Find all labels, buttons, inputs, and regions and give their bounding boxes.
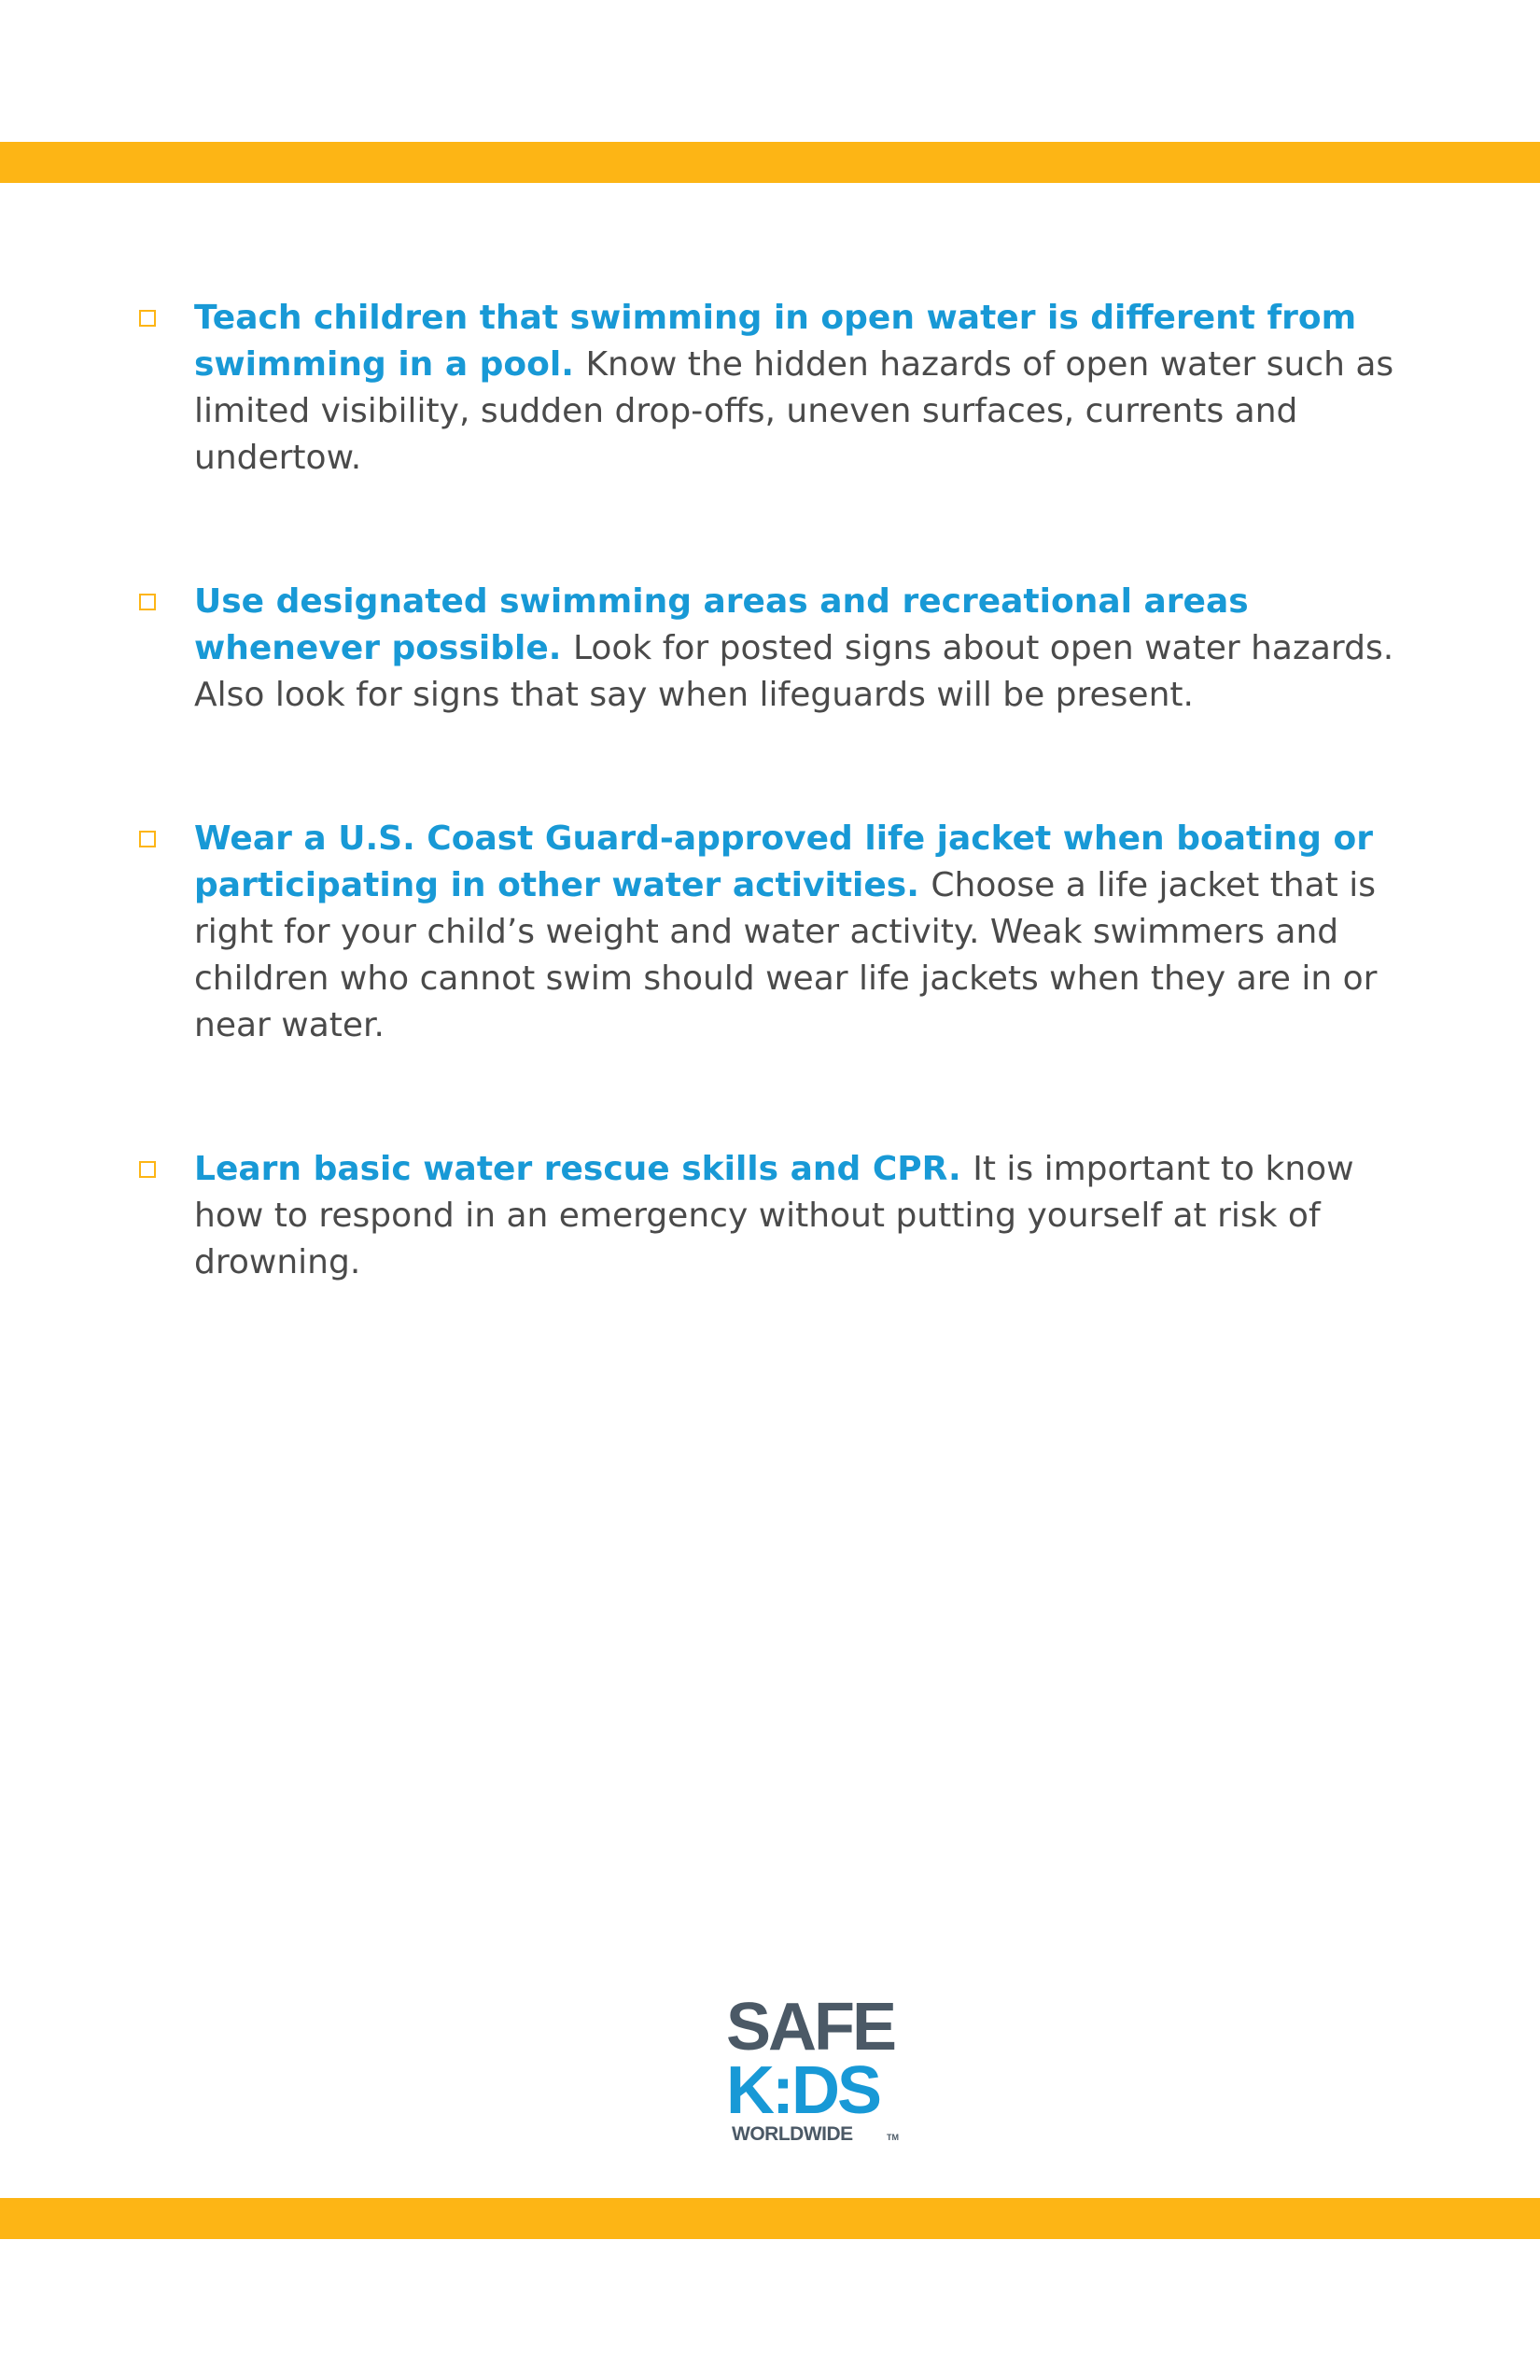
list-item (135, 816, 1405, 1049)
logo-line-safe: SAFE (726, 1990, 895, 2065)
tip-body: It is important to know how to respond in an emergency without putting yourself at risk of drowning. (194, 1150, 1354, 1281)
tip-heading: Learn basic water rescue skills and CPR. (194, 1150, 973, 1188)
checkbox-icon (139, 1161, 156, 1178)
bottom-accent-bar (0, 2198, 1540, 2239)
logo-trademark: TM (887, 2133, 899, 2142)
checkbox-icon (139, 310, 156, 327)
safety-tips-list (135, 295, 1405, 1286)
tip-heading: Wear a U.S. Coast Guard-approved life jacket when boating or participating in other water activities. (194, 819, 1373, 904)
list-item (135, 579, 1405, 719)
tip-body: Choose a life jacket that is right for your child’s weight and water activity. Weak swimmers and children who cannot swim should wear life jackets when they are in or near water. (194, 866, 1378, 1044)
tip-body: Know the hidden hazards of open water such as limited visibility, sudden drop-offs, uneven surfaces, currents and undertow. (194, 345, 1394, 477)
list-item (135, 295, 1405, 482)
checkbox-icon (139, 594, 156, 610)
safe-kids-worldwide-logo (726, 1990, 913, 2149)
logo-line-worldwide: WORLDWIDE (732, 2123, 853, 2145)
tip-heading: Use designated swimming areas and recreational areas whenever possible. (194, 582, 1249, 667)
list-item (135, 1146, 1405, 1286)
checkbox-icon (139, 831, 156, 847)
tip-body: Look for posted signs about open water hazards. Also look for signs that say when lifeguards will be present. (194, 629, 1394, 714)
tip-heading: Teach children that swimming in open water is different from swimming in a pool. (194, 299, 1357, 384)
logo-line-kids: K:DS (726, 2053, 879, 2128)
top-accent-bar (0, 142, 1540, 183)
